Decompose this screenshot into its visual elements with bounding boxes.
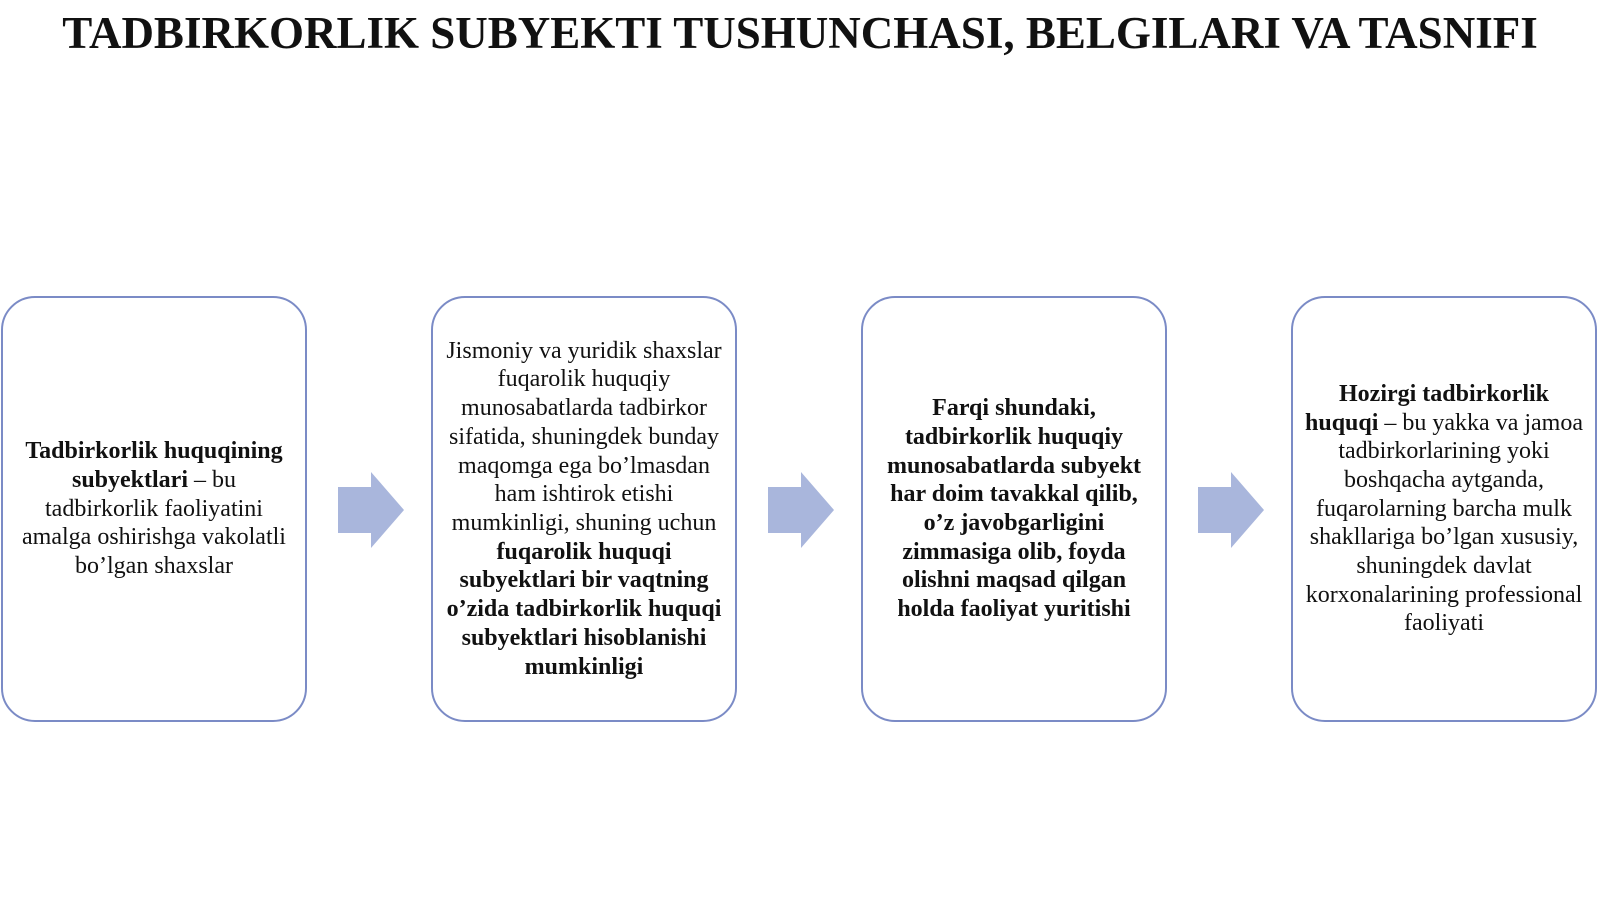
step-box-1 bbox=[1, 296, 307, 722]
step-text-2 bbox=[445, 337, 723, 681]
step-2-bold-tail: fuqarolik huquqi subyektlari bir vaqtning o’zida tadbirkorlik huquqi subyektlari hisoblanishi mumkinligi bbox=[446, 538, 722, 680]
arrow-right-icon bbox=[1198, 472, 1264, 548]
step-2-text: Jismoniy va yuridik shaxslar fuqarolik huquqiy munosabatlarda tadbirkor sifatida, shuningdek bunday maqomga ega bo’lmasdan ham ishtirok etishi mumkinligi, shuning uchun bbox=[446, 337, 722, 536]
step-4-text: – bu yakka va jamoa tadbirkorlarining yoki boshqacha aytganda, fuqarolarning barcha mulk shakllariga bo’lgan xususiy, shuningdek davlat korxonalarining professional faoliyati bbox=[1305, 409, 1584, 637]
step-4-bold-lead: Hozirgi tadbirkorlik huquqi bbox=[1305, 380, 1549, 436]
step-box-3 bbox=[861, 296, 1167, 722]
step-text-1 bbox=[15, 437, 293, 581]
arrow-1-shape bbox=[338, 472, 404, 548]
arrow-2-shape bbox=[768, 472, 834, 548]
step-1-bold-lead: Tadbirkorlik huquqining subyektlari bbox=[25, 438, 283, 493]
arrow-right-icon bbox=[768, 472, 834, 548]
arrow-3-shape bbox=[1198, 472, 1264, 548]
step-box-2 bbox=[431, 296, 737, 722]
step-3-bold-text: Farqi shundaki, tadbirkorlik huquqiy munosabatlarda subyekt har doim tavakkal qilib, o’z javobgarligini zimmasiga olib, foyda olishni maqsad qilgan holda faoliyat yuritishi bbox=[886, 395, 1142, 623]
arrow-right-icon bbox=[338, 472, 404, 548]
step-1-text: – bu tadbirkorlik faoliyatini amalga oshirishga vakolatli bo’lgan shaxslar bbox=[22, 466, 286, 580]
step-text-4 bbox=[1305, 380, 1583, 638]
slide-title: TADBIRKORLIK SUBYEKTI TUSHUNCHASI, BELGILARI VA TASNIFI bbox=[62, 8, 1538, 58]
step-box-4 bbox=[1291, 296, 1597, 722]
